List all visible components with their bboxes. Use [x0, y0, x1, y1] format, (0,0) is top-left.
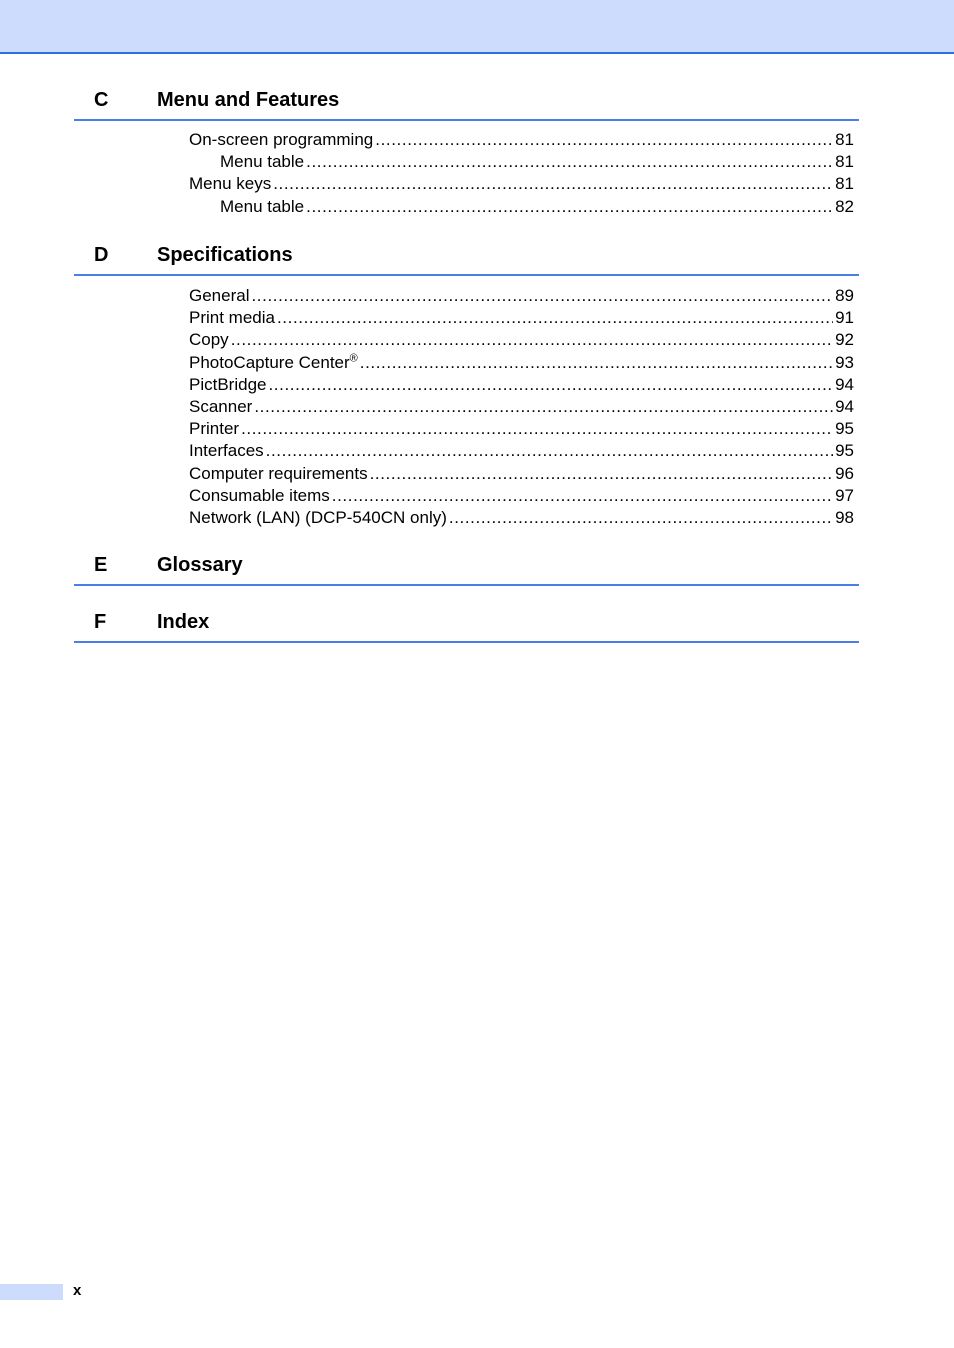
toc-entry[interactable]	[74, 173, 859, 195]
toc-entry[interactable]	[74, 329, 859, 351]
toc-entry[interactable]	[74, 374, 859, 396]
toc-entry[interactable]	[74, 196, 859, 218]
toc-entry[interactable]	[74, 485, 859, 507]
entry-title: Copy	[189, 330, 229, 350]
entry-title: Computer requirements	[189, 463, 368, 483]
section-heading[interactable]	[74, 609, 859, 643]
entry-page: 98	[835, 507, 854, 527]
dot-leader	[266, 440, 833, 462]
dot-leader	[241, 418, 833, 440]
entry-page: 96	[835, 463, 854, 483]
entry-page: 95	[835, 419, 854, 439]
entry-title: General	[189, 286, 250, 305]
section-letter: F	[94, 611, 107, 633]
dot-leader	[277, 307, 833, 329]
entry-page: 92	[835, 330, 854, 350]
dot-leader	[370, 463, 834, 485]
registered-mark: ®	[349, 351, 358, 364]
section-heading[interactable]	[74, 87, 859, 121]
entry-title: Print media	[189, 308, 275, 328]
entry-title	[189, 352, 358, 374]
toc-entry[interactable]	[74, 396, 859, 418]
entry-page: 95	[835, 441, 854, 461]
toc-entry[interactable]	[74, 463, 859, 485]
toc-entry[interactable]	[74, 507, 859, 529]
header-band	[0, 0, 954, 54]
section-title: Specifications	[157, 244, 293, 266]
toc-entry[interactable]	[74, 352, 859, 374]
section-title: Menu and Features	[157, 89, 340, 111]
entry-title-text: PhotoCapture Center	[189, 352, 350, 372]
section-heading[interactable]	[74, 242, 859, 276]
dot-leader	[449, 507, 833, 529]
toc-section-f	[74, 609, 859, 643]
toc-entry[interactable]	[74, 440, 859, 462]
entry-title: Menu table	[220, 152, 305, 172]
dot-leader	[268, 374, 833, 396]
section-heading[interactable]	[74, 552, 859, 586]
dot-leader	[306, 196, 833, 218]
toc-entry[interactable]	[74, 418, 859, 440]
entry-page: 81	[835, 130, 854, 149]
toc-section-d	[74, 242, 859, 529]
toc-section-c	[74, 87, 859, 218]
section-title: Index	[157, 611, 210, 633]
footer-band	[0, 1284, 63, 1300]
section-title: Glossary	[157, 554, 243, 576]
dot-leader	[332, 485, 833, 507]
toc-entry[interactable]	[74, 307, 859, 329]
entry-title: Menu keys	[189, 174, 272, 194]
entry-page: 97	[835, 485, 854, 505]
entry-page: 89	[835, 286, 854, 305]
page-number: x	[73, 1282, 82, 1299]
entry-title: Consumable items	[189, 485, 330, 505]
entry-page: 94	[835, 374, 854, 394]
section-letter: E	[94, 554, 108, 576]
entry-title: Menu table	[220, 196, 305, 216]
entry-title: PictBridge	[189, 374, 267, 394]
entry-title: Scanner	[189, 396, 253, 416]
entry-title: Printer	[189, 419, 240, 439]
entry-title: Network (LAN) (DCP-540CN only)	[189, 507, 447, 527]
section-letter: C	[94, 89, 109, 111]
entry-title: On-screen programming	[189, 130, 374, 149]
entry-page: 93	[835, 352, 854, 372]
toc-entry[interactable]	[74, 129, 859, 151]
entry-page: 81	[835, 174, 854, 194]
entry-page: 82	[835, 196, 854, 216]
dot-leader	[306, 151, 833, 173]
dot-leader	[360, 352, 833, 374]
toc-entry[interactable]	[74, 285, 859, 307]
dot-leader	[251, 285, 833, 307]
dot-leader	[231, 329, 833, 351]
section-letter: D	[94, 244, 109, 266]
dot-leader	[254, 396, 833, 418]
toc-section-e	[74, 552, 859, 586]
entry-page: 81	[835, 152, 854, 172]
entry-page: 94	[835, 396, 854, 416]
toc-entry[interactable]	[74, 151, 859, 173]
entry-page: 91	[835, 308, 854, 328]
dot-leader	[375, 129, 833, 151]
dot-leader	[273, 173, 833, 195]
entry-title: Interfaces	[189, 441, 264, 461]
